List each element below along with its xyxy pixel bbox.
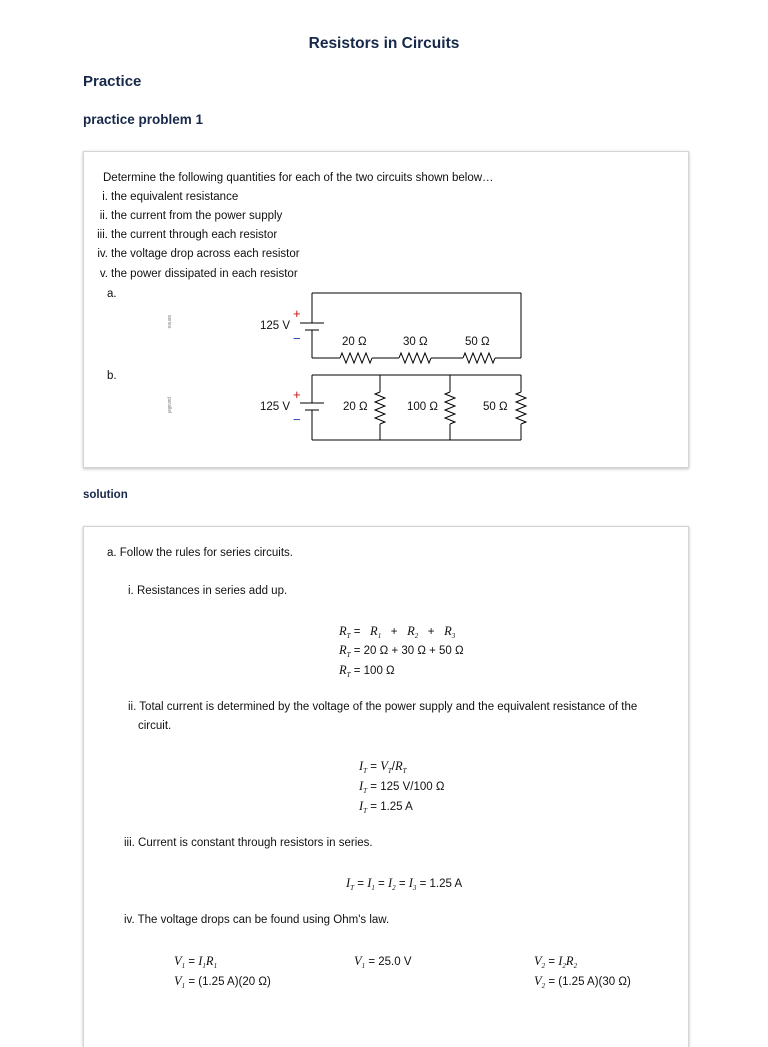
circuit-b-voltage: 125 V: [260, 401, 291, 413]
problem-heading: practice problem 1: [83, 112, 204, 127]
solution-card: [83, 526, 689, 1047]
circuit-b-r1: 20 Ω: [343, 401, 368, 413]
minus-sign-a: −: [293, 331, 301, 346]
step-3: iii. Current is constant through resistors in series.: [124, 837, 373, 849]
problem-card: [83, 151, 689, 468]
equation-v2-formula: $V_2 = I_2R_2$: [534, 954, 578, 970]
equation-v1-formula: $V_1 = I_1R_1$: [174, 954, 218, 970]
plus-sign-b: +: [293, 387, 301, 402]
equation-rt-sum: $R_T = R_1 + R_2 + R_3$: [339, 624, 456, 640]
equation-current-constant: $I_T = I_1 = I_2 = I_3 = 1.25$ A: [346, 876, 463, 892]
circuit-b-label: b.: [107, 370, 117, 382]
circuit-a-r1: 20 Ω: [342, 336, 367, 348]
equation-rt-result: $R_T = 100$ Ω: [339, 663, 395, 679]
problem-intro: Determine the following quantities for each of the two circuits shown below…: [103, 172, 494, 184]
equation-v1-result: $V_1 = 25.0$ V: [354, 954, 412, 970]
circuit-a-r2: 30 Ω: [403, 336, 428, 348]
list-item: v. the power dissipated in each resistor: [99, 268, 298, 280]
circuit-b-r3: 50 Ω: [483, 401, 508, 413]
equation-it-formula: $I_T = V_T/R_T$: [359, 759, 407, 775]
equation-v2-values: $V_2 = (1.25$ A)(30 Ω): [534, 974, 631, 990]
step-2-line-1: ii. Total current is determined by the voltage of the power supply and the equivalent resistance of the: [128, 701, 638, 713]
page-title: Resistors in Circuits: [308, 35, 460, 52]
step-1: i. Resistances in series add up.: [128, 585, 288, 597]
step-4: iv. The voltage drops can be found using Ohm's law.: [124, 914, 390, 926]
equation-v1-values: $V_1 = (1.25$ A)(20 Ω): [174, 974, 271, 990]
circuit-diagrams: [84, 152, 688, 467]
circuit-b-note: parallel: [166, 397, 172, 414]
minus-sign-b: −: [293, 412, 301, 427]
equation-it-values: $I_T = 125$ V/100 Ω: [359, 779, 445, 795]
circuit-a-r3: 50 Ω: [465, 336, 490, 348]
circuit-b-r2: 100 Ω: [407, 401, 438, 413]
section-heading: Practice: [83, 73, 142, 90]
solution-heading: solution: [83, 489, 128, 501]
step-2-line-2: circuit.: [138, 720, 172, 732]
list-item: iv. the voltage drop across each resistor: [97, 248, 300, 260]
list-item: ii. the current from the power supply: [99, 210, 283, 222]
equation-rt-values: $R_T = 20$ Ω + 30 Ω + 50 Ω: [339, 643, 464, 659]
circuit-a-label: a.: [107, 288, 117, 300]
list-item: iii. the current through each resistor: [97, 229, 278, 241]
solution-a-intro: a. Follow the rules for series circuits.: [107, 547, 293, 559]
circuit-a-diagram: [300, 293, 521, 363]
circuit-a-voltage: 125 V: [260, 320, 291, 332]
circuit-a-note: series: [166, 315, 172, 329]
plus-sign-a: +: [293, 306, 301, 321]
list-item: i. the equivalent resistance: [102, 191, 239, 203]
equation-it-result: $I_T = 1.25$ A: [359, 799, 413, 815]
